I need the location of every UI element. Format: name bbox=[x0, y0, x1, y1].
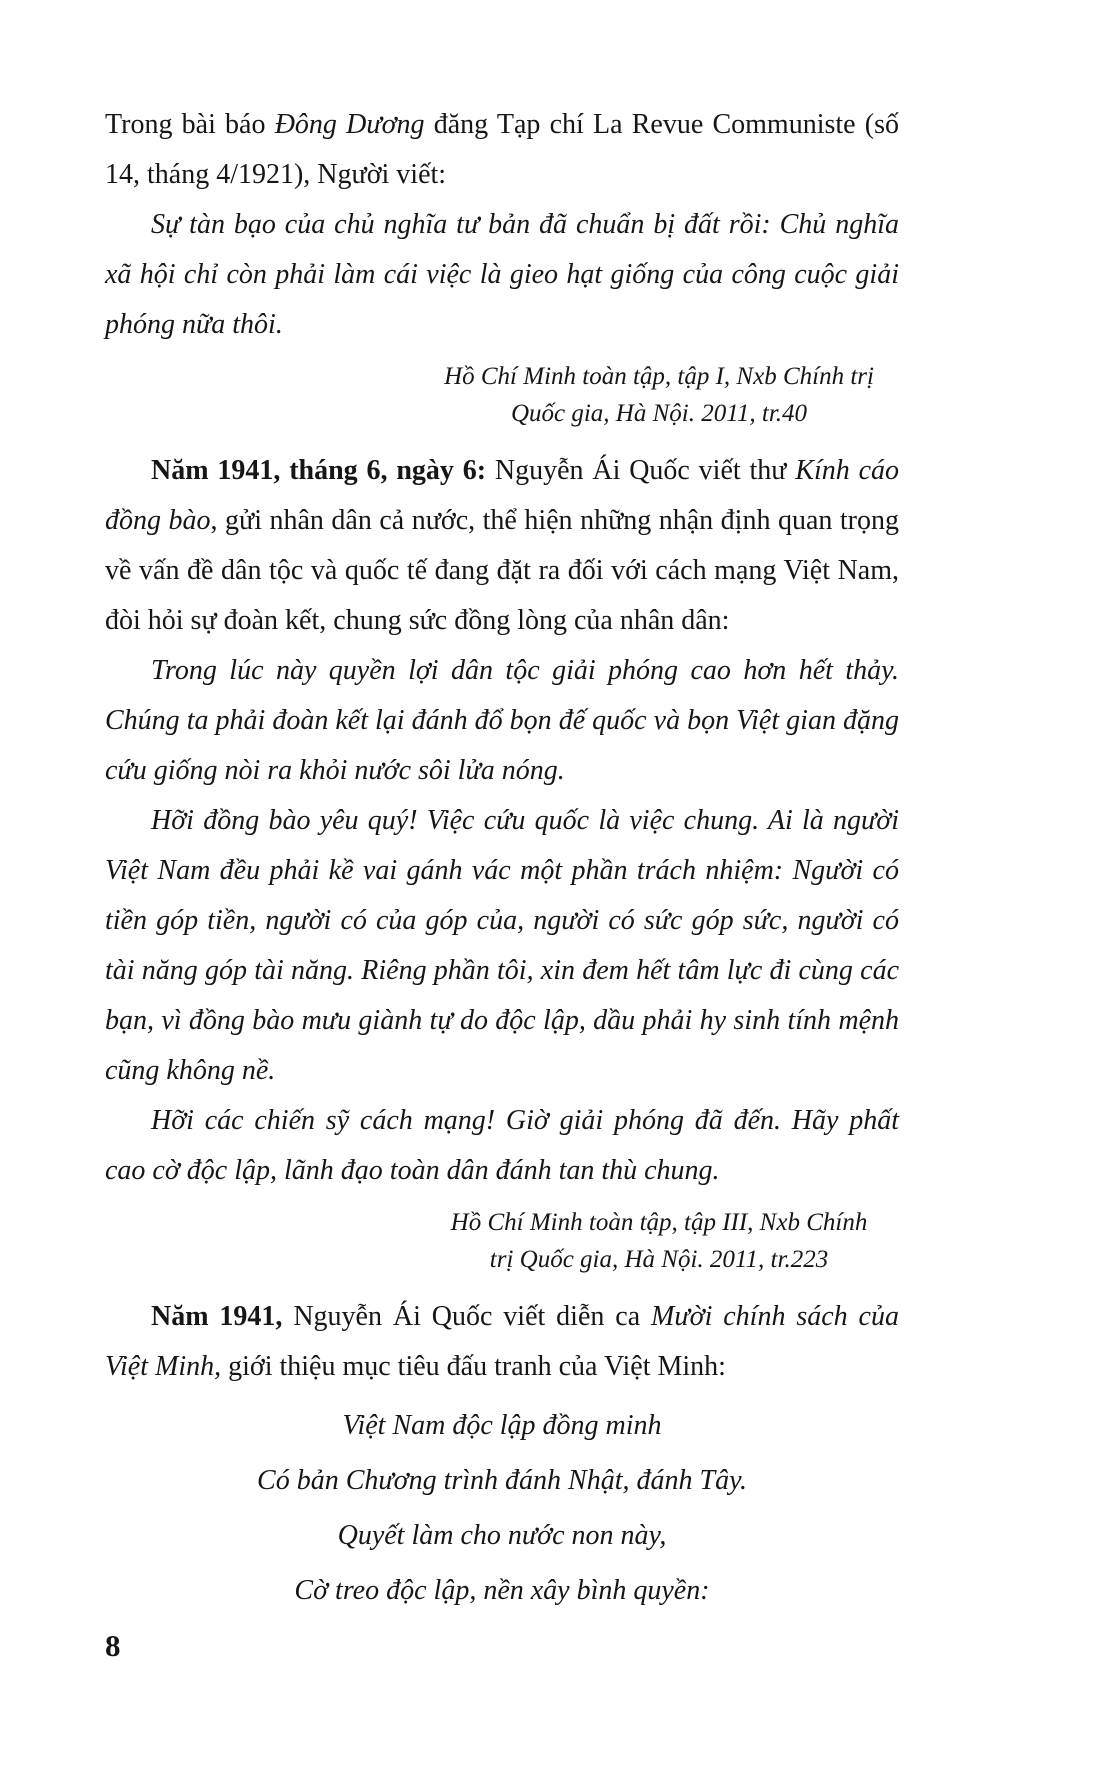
quote-compatriots bbox=[105, 796, 899, 1096]
text-segment: Năm 1941, tháng 6, ngày 6: bbox=[151, 455, 487, 486]
text-segment: , gửi nhân dân cả nước, thể hiện những nhận định quan trọng về vấn đề dân tộc và quốc tế đang đặt ra đối với cách mạng Việt Nam, đòi hỏi sự đoàn kết, chung sức đồng lòng của nhân dân: bbox=[105, 505, 900, 636]
paragraph-article-intro bbox=[105, 100, 899, 200]
verse-line: Quyết làm cho nước non này, bbox=[337, 1520, 667, 1551]
citation-line: Hồ Chí Minh toàn tập, tập I, Nxb Chính trị bbox=[444, 363, 874, 390]
text-segment: Nguyễn Ái Quốc viết thư bbox=[486, 455, 796, 486]
page-number: 8 bbox=[105, 1628, 121, 1663]
text-segment: Nguyễn Ái Quốc viết diễn ca bbox=[282, 1301, 652, 1332]
paragraph-1941-vietminh bbox=[105, 1292, 899, 1392]
text-segment: giới thiệu mục tiêu đấu tranh của Việt Minh: bbox=[221, 1351, 726, 1382]
text-segment: Trong lúc này quyền lợi dân tộc giải phóng cao hơn hết thảy. Chúng ta phải đoàn kết lại đánh đổ bọn đế quốc và bọn Việt gian đặng cứu giống nòi ra khỏi nước sôi lửa nóng. bbox=[105, 655, 899, 786]
text-segment: đăng Tạp chí La Revue Communiste (số 14, tháng 4/1921), Người viết: bbox=[105, 109, 900, 190]
text-segment: Trong bài báo bbox=[105, 109, 275, 140]
paragraph-1941-june bbox=[105, 446, 899, 646]
citation-line: Quốc gia, Hà Nội. 2011, tr.40 bbox=[510, 400, 808, 427]
quote-capitalism bbox=[105, 200, 899, 350]
citation-source-1 bbox=[419, 358, 899, 432]
text-segment: Đông Dương bbox=[274, 109, 425, 140]
text-segment: Kính cáo đồng bào bbox=[105, 455, 899, 536]
text-segment: Năm 1941, bbox=[151, 1301, 283, 1332]
citation-line: Hồ Chí Minh toàn tập, tập III, Nxb Chính bbox=[450, 1209, 868, 1236]
citation-source-2 bbox=[419, 1204, 899, 1278]
verse-line: Cờ treo độc lập, nền xây bình quyền: bbox=[294, 1575, 710, 1606]
verse-line: Có bản Chương trình đánh Nhật, đánh Tây. bbox=[257, 1465, 747, 1496]
text-segment: Mười chính sách của Việt Minh, bbox=[105, 1301, 899, 1382]
text-segment: Sự tàn bạo của chủ nghĩa tư bản đã chuẩn bị đất rồi: Chủ nghĩa xã hội chỉ còn phải làm cái việc là gieo hạt giống của công cuộc giải phóng nữa thôi. bbox=[105, 209, 899, 340]
citation-line: trị Quốc gia, Hà Nội. 2011, tr.223 bbox=[489, 1246, 829, 1273]
quote-revolutionary-soldiers bbox=[105, 1096, 899, 1196]
text-segment: Hỡi các chiến sỹ cách mạng! Giờ giải phóng đã đến. Hãy phất cao cờ độc lập, lãnh đạo toàn dân đánh tan thù chung. bbox=[105, 1105, 899, 1186]
quote-national-liberation bbox=[105, 646, 899, 796]
verse-line: Việt Nam độc lập đồng minh bbox=[342, 1410, 662, 1441]
page-content bbox=[105, 100, 899, 1618]
verse-vietminh-song bbox=[105, 1398, 899, 1618]
text-segment: Hỡi đồng bào yêu quý! Việc cứu quốc là việc chung. Ai là người Việt Nam đều phải kề vai gánh vác một phần trách nhiệm: Người có tiền góp tiền, người có của góp của, người có sức góp sức, người có tài năng góp tài năng. Riêng phần tôi, xin đem hết tâm lực đi cùng các bạn, vì đồng bào mưu giành tự do độc lập, dầu phải hy sinh tính mệnh cũng không nề. bbox=[105, 805, 899, 1086]
